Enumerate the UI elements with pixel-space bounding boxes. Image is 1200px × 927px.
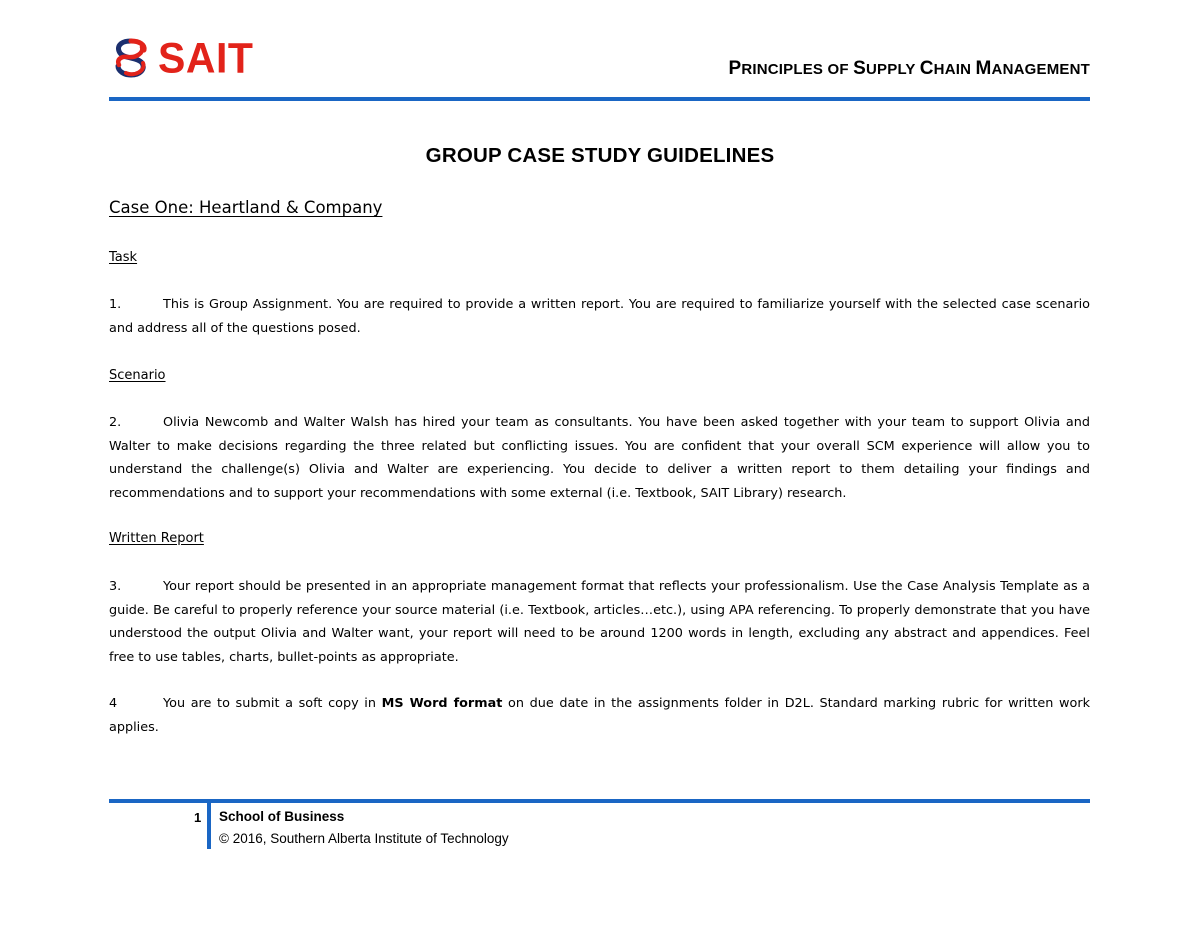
page-number: 1 <box>194 810 202 825</box>
course-title-capital: M <box>975 58 992 79</box>
paragraph-scenario <box>109 411 1090 506</box>
paragraph-submission <box>109 692 1090 739</box>
case-title: Case One: Heartland & Company <box>109 198 383 217</box>
course-title-smallcaps: HAIN <box>933 61 976 78</box>
paragraph-bold-text: MS Word format <box>381 696 503 711</box>
course-title-smallcaps: ANAGEMENT <box>991 61 1090 78</box>
paragraph-number: 2. <box>109 415 122 430</box>
section-heading-written-report: Written Report <box>109 531 204 546</box>
paragraph-text: Olivia Newcomb and Walter Walsh has hired your team as consultants. You have been asked together with your team to support Olivia and Walter to make decisions regarding the three related but conflicting issues. You are confident that your overall SCM experience will allow you to understand the challenge(s) Olivia and Walter are experiencing. You decide to deliver a written report to them detailing your findings and recommendations and to support your recommendations with some external (i.e. Textbook, SAIT Library) research. <box>109 415 1090 502</box>
paragraph-text: Your report should be presented in an appropriate management format that reflects your professionalism. Use the Case Analysis Template as a guide. Be careful to properly reference your source material (i.e. Textbook, articles…etc.), using APA referencing. To properly demonstrate that you have understood the output Olivia and Walter want, your report will need to be around 1200 words in length, excluding any abstract and appendices. Feel free to use tables, charts, bullet-points as appropriate. <box>109 579 1090 666</box>
footer-school: School of Business <box>219 809 345 824</box>
course-title-smallcaps: UPPLY <box>866 61 920 78</box>
paragraph-task <box>109 293 1090 340</box>
logo-wordmark: SAIT <box>158 33 254 82</box>
course-title-capital: P <box>728 58 742 79</box>
section-heading-task: Task <box>109 250 138 265</box>
course-title-capital: S <box>853 58 866 79</box>
document-title: GROUP CASE STUDY GUIDELINES <box>425 144 775 167</box>
course-title <box>728 58 1090 80</box>
course-title-smallcaps: OF <box>827 61 854 78</box>
paragraph-written-report <box>109 575 1090 670</box>
course-title-smallcaps: RINCIPLES <box>741 61 828 78</box>
paragraph-text: You are to submit a soft copy in <box>163 696 382 711</box>
course-title-capital: C <box>919 58 934 79</box>
paragraph-number: 1. <box>109 297 122 312</box>
footer-divider <box>207 803 211 849</box>
paragraph-number: 4 <box>109 696 118 711</box>
header-rule <box>109 97 1090 101</box>
sait-emblem-icon <box>112 37 150 79</box>
paragraph-text: This is Group Assignment. You are required to provide a written report. You are required to familiarize yourself with the selected case scenario and address all of the questions posed. <box>109 297 1090 336</box>
footer-copyright: © 2016, Southern Alberta Institute of Technology <box>219 831 509 846</box>
paragraph-number: 3. <box>109 579 122 594</box>
sait-logo <box>112 33 254 82</box>
footer-rule <box>109 799 1090 803</box>
section-heading-scenario: Scenario <box>109 368 166 383</box>
paragraph-text: on due date in the assignments folder in D2L. Standard marking rubric for written work applies. <box>109 696 1090 735</box>
